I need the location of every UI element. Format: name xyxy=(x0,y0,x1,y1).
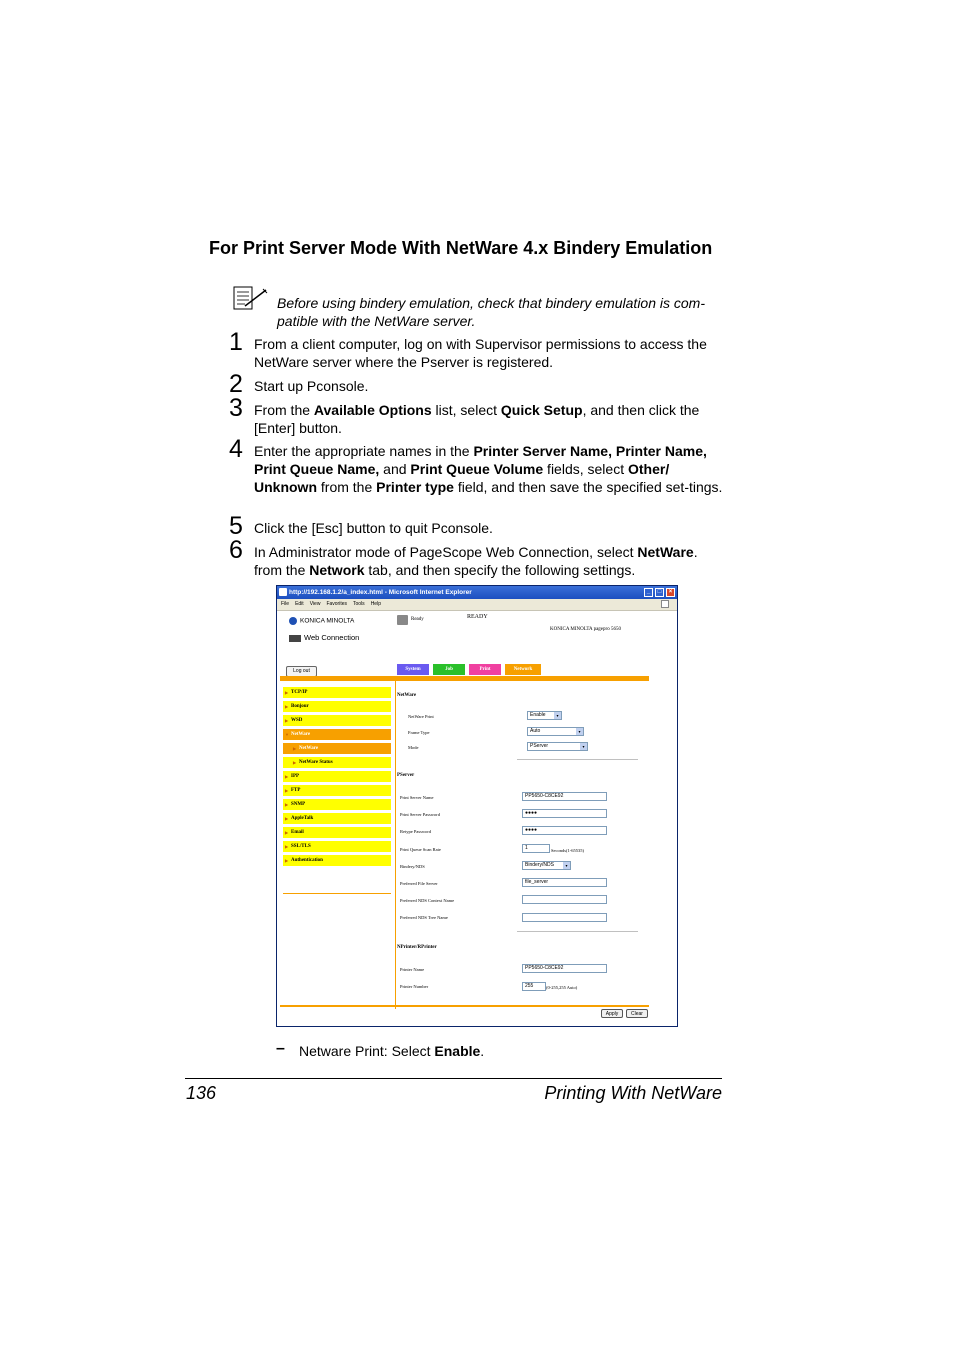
sidebar-item[interactable] xyxy=(283,701,391,712)
tab-job[interactable]: Job xyxy=(433,664,465,675)
bullet-text: Netware Print: Select Enable. xyxy=(299,1043,485,1059)
ps-password-input[interactable]: ●●●● xyxy=(522,809,607,818)
nds-context-label: Preferred NDS Context Name xyxy=(400,898,455,903)
step-fragment: fields, select xyxy=(543,461,628,477)
arrow-icon: ▶ xyxy=(285,844,289,849)
sidebar-item[interactable] xyxy=(283,827,391,838)
step-fragment: Enter the appropriate names in the xyxy=(254,443,474,459)
step-emphasis: Quick Setup xyxy=(500,402,583,418)
sidebar-item[interactable] xyxy=(283,799,391,810)
menu-item[interactable]: Help xyxy=(370,601,381,607)
step-emphasis: Network xyxy=(309,562,365,578)
nprinter-title: NPrinter/RPrinter xyxy=(397,945,437,950)
divider xyxy=(517,931,638,932)
pagescope-logo-icon xyxy=(289,635,301,642)
running-footer-title: Printing With NetWare xyxy=(544,1083,722,1103)
minimize-icon[interactable]: _ xyxy=(644,588,653,597)
printer-name-label: Printer Name xyxy=(400,967,425,972)
sidebar-item-label: FTP xyxy=(291,788,301,793)
step-fragment: Click the [Esc] button to quit Pconsole. xyxy=(254,520,493,536)
step-text xyxy=(254,401,724,437)
step-fragment: . from the xyxy=(254,544,698,578)
step-fragment: From the xyxy=(254,402,314,418)
status-small: Ready xyxy=(411,617,424,622)
step-fragment: and xyxy=(379,461,411,477)
sidebar-item[interactable] xyxy=(283,855,391,866)
status-ready: READY xyxy=(467,614,488,620)
printer-name-input[interactable]: PP5650-C8CE92 xyxy=(522,964,607,973)
brand-logo: KONICA MINOLTA xyxy=(289,617,354,625)
close-icon[interactable]: × xyxy=(666,588,675,597)
step-emphasis: Available Options xyxy=(313,402,432,418)
printer-number-label: Printer Number xyxy=(400,984,429,989)
chevron-down-icon: ▾ xyxy=(580,743,587,750)
printer-number-hint: (0-255,255 Auto) xyxy=(546,985,578,990)
clear-button[interactable]: Clear xyxy=(626,1009,648,1018)
menu-item[interactable]: Tools xyxy=(353,601,365,607)
ps-password-label: Print Server Password xyxy=(400,812,440,817)
ps-name-input[interactable]: PP5650-C8CE92 xyxy=(522,792,607,801)
pserver-title: PServer xyxy=(397,773,415,778)
tab-network[interactable]: Network xyxy=(505,664,541,675)
sidebar-item-label: NetWare xyxy=(291,732,311,737)
bindery-nds-select[interactable]: Bindery/NDS ▾ xyxy=(522,861,571,870)
retype-password-label: Retype Password xyxy=(400,829,432,834)
sidebar-item[interactable] xyxy=(283,757,391,768)
arrow-icon: ▶ xyxy=(293,746,297,751)
step-text xyxy=(254,335,724,371)
arrow-icon: ▶ xyxy=(285,718,289,723)
menu-item[interactable]: Edit xyxy=(295,601,304,607)
apply-button[interactable]: Apply xyxy=(601,1009,623,1018)
step-fragment: tab, and then specify the following settings. xyxy=(364,562,636,578)
sidebar-item[interactable] xyxy=(283,841,391,852)
browser-screenshot xyxy=(276,585,678,1027)
sidebar-item[interactable] xyxy=(283,687,391,698)
nav-end-rule xyxy=(283,893,391,894)
printer-number-input[interactable]: 255 xyxy=(522,982,546,991)
nds-tree-input[interactable] xyxy=(522,913,607,922)
arrow-icon: ▶ xyxy=(285,858,289,863)
sidebar-item-label: NetWare xyxy=(299,746,319,751)
menu-bar xyxy=(277,599,677,611)
section-heading: For Print Server Mode With NetWare 4.x Bindery Emulation xyxy=(209,238,713,258)
step-text xyxy=(254,377,724,395)
sidebar-item[interactable] xyxy=(283,743,391,754)
sidebar-item-label: SSL/TLS xyxy=(291,844,311,849)
step-fragment: from the xyxy=(317,479,377,495)
frame-type-select[interactable]: Auto ▾ xyxy=(527,727,584,736)
step-number: 2 xyxy=(229,370,243,398)
sidebar-item-label: Bonjour xyxy=(291,704,309,709)
sidebar-item[interactable] xyxy=(283,813,391,824)
footer-rule xyxy=(185,1078,722,1079)
nds-tree-label: Preferred NDS Tree Name xyxy=(400,915,448,920)
step-text xyxy=(254,543,724,579)
step-text xyxy=(254,442,724,496)
step-fragment: Start up Pconsole. xyxy=(254,378,369,394)
windows-logo-icon xyxy=(661,600,669,608)
arrow-icon: ▶ xyxy=(293,760,297,765)
scan-rate-label: Print Queue Scan Rate xyxy=(400,847,441,852)
maximize-icon[interactable]: □ xyxy=(655,588,664,597)
step-text xyxy=(254,519,724,537)
step-emphasis: Other/ Unknown xyxy=(254,461,670,495)
sidebar-item-label: TCP/IP xyxy=(291,690,308,695)
window-title: http://192.168.1.2/a_index.html - Microsoft Internet Explorer xyxy=(289,589,472,596)
step-fragment: , and then click the [Enter] button. xyxy=(254,402,700,436)
step-fragment: field, and then save the specified set-tings. xyxy=(453,479,723,495)
sidebar-item-label: WSD xyxy=(291,718,303,723)
chevron-down-icon: ▾ xyxy=(563,862,570,869)
netware-title: NetWare xyxy=(397,693,417,698)
sidebar-item-label: AppleTalk xyxy=(291,816,314,821)
tab-print[interactable]: Print xyxy=(469,664,501,675)
arrow-icon: ▶ xyxy=(285,774,289,779)
header-rule xyxy=(280,676,649,681)
sidebar-item-label: Email xyxy=(291,830,304,835)
step-number: 4 xyxy=(229,435,243,463)
arrow-icon: ▶ xyxy=(285,788,289,793)
step-fragment: list, select xyxy=(431,402,501,418)
menu-item[interactable]: Favorites xyxy=(326,601,347,607)
window-titlebar xyxy=(277,586,677,599)
sidebar-item-label: Authentication xyxy=(291,858,323,863)
mode-label: Mode xyxy=(408,745,419,750)
step-number: 6 xyxy=(229,536,243,564)
printer-icon xyxy=(397,615,408,625)
printer-model: KONICA MINOLTA pagepro 5650 xyxy=(550,627,621,632)
arrow-icon: ▶ xyxy=(285,690,289,695)
file-server-input[interactable]: file_server xyxy=(522,878,607,887)
chevron-down-icon: ▾ xyxy=(554,712,561,719)
bindery-nds-label: Bindery/NDS xyxy=(400,864,425,869)
arrow-icon: ▶ xyxy=(285,802,289,807)
note-icon xyxy=(233,286,269,312)
nds-context-input[interactable] xyxy=(522,895,607,904)
step-emphasis: NetWare xyxy=(637,544,694,560)
step-number: 1 xyxy=(229,328,243,356)
web-content xyxy=(277,611,677,1027)
footer-rule xyxy=(280,1005,649,1007)
arrow-icon: ▶ xyxy=(285,704,289,709)
netware-print-label: NetWare Print xyxy=(408,714,434,719)
arrow-icon: ▶ xyxy=(285,830,289,835)
sidebar-item-label: IPP xyxy=(291,774,300,779)
divider xyxy=(517,759,638,760)
file-server-label: Preferred File Server xyxy=(400,881,438,886)
ps-name-label: Print Server Name xyxy=(400,795,434,800)
chevron-down-icon: ▾ xyxy=(576,728,583,735)
step-emphasis: Printer type xyxy=(376,479,454,495)
sidebar-item[interactable] xyxy=(283,771,391,782)
scan-rate-input[interactable]: 1 xyxy=(522,844,550,853)
step-emphasis: Printer Server Name, Printer Name, Print Queue Name, xyxy=(254,443,707,477)
menu-item[interactable]: File xyxy=(281,601,290,607)
sidebar-item[interactable] xyxy=(283,785,391,796)
step-fragment: From a client computer, log on with Supervisor permissions to access the NetWare server where the Pserver is registered. xyxy=(254,336,707,370)
retype-password-input[interactable]: ●●●● xyxy=(522,826,607,835)
page-number: 136 xyxy=(186,1083,217,1103)
tab-system[interactable]: System xyxy=(397,664,429,675)
note-text: Before using bindery emulation, check that bindery emulation is com-patible with the NetWare server. xyxy=(277,295,705,329)
sidebar-item[interactable] xyxy=(283,715,391,726)
sidebar-item[interactable] xyxy=(283,729,391,740)
vertical-separator xyxy=(395,681,396,1009)
step-number: 5 xyxy=(229,512,243,540)
bullet-dash: – xyxy=(276,1040,285,1057)
product-logo: Web Connection xyxy=(289,633,359,642)
konica-minolta-logo-icon xyxy=(289,617,297,625)
logout-button[interactable]: Log out xyxy=(286,666,317,677)
netware-print-select[interactable]: Enable ▾ xyxy=(527,711,562,720)
step-number: 3 xyxy=(229,394,243,422)
scan-rate-hint: Seconds(1-65535) xyxy=(551,848,584,853)
sidebar-item-label: NetWare Status xyxy=(299,760,333,765)
sidebar-item-label: SNMP xyxy=(291,802,306,807)
ie-icon xyxy=(279,588,287,596)
arrow-icon: ▼ xyxy=(285,732,289,737)
mode-select[interactable]: PServer ▾ xyxy=(527,742,588,751)
arrow-icon: ▶ xyxy=(285,816,289,821)
step-fragment: In Administrator mode of PageScope Web Connection, select xyxy=(254,544,638,560)
step-emphasis: Print Queue Volume xyxy=(410,461,544,477)
frame-type-label: Frame Type xyxy=(408,730,430,735)
menu-item[interactable]: View xyxy=(309,601,321,607)
